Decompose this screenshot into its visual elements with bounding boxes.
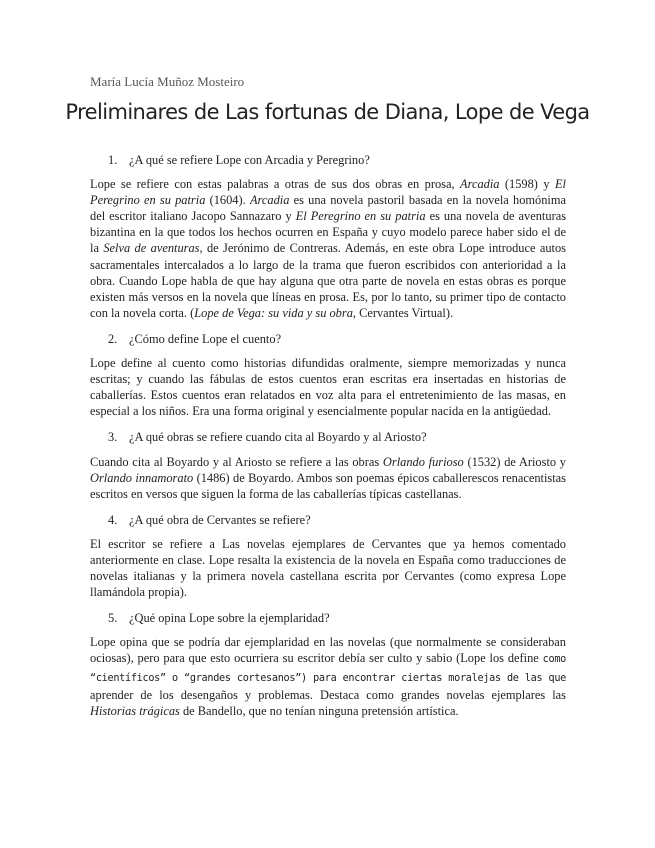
italic-title: Historias trágicas — [90, 703, 180, 718]
question-2 — [90, 331, 566, 347]
question-text: ¿Cómo define Lope el cuento? — [129, 331, 282, 346]
answer-text: (1604). — [205, 193, 250, 208]
italic-title: Arcadia — [249, 193, 290, 208]
answer-4 — [90, 536, 566, 600]
answer-text: Lope se refiere con estas palabras a otras de sus dos obras en prosa, — [90, 177, 461, 192]
answer-2 — [90, 355, 566, 419]
answer-text: de Bandello, que no tenían ninguna pretensión artística. — [179, 703, 459, 718]
answer-text: (1486) de Boyardo. Ambos son poemas épicos caballerescos renacentistas escritos en versos que siguen la forma de las caballerías típicas castellanas. — [90, 470, 566, 501]
answer-5 — [90, 634, 566, 718]
italic-title: Orlando innamorato — [90, 470, 194, 485]
document-body — [90, 152, 566, 729]
italic-title: El Peregrino en su patria — [295, 209, 426, 224]
question-number: 4. — [108, 512, 118, 527]
italic-title: Orlando furioso — [382, 454, 464, 469]
answer-text: aprender de los desengaños y problemas. Destaca como grandes novelas ejemplares las — [90, 687, 566, 702]
question-4 — [90, 512, 566, 528]
question-3 — [90, 429, 566, 445]
question-text: ¿Qué opina Lope sobre la ejemplaridad? — [129, 611, 330, 626]
question-1 — [90, 152, 566, 168]
answer-text: , Cervantes Virtual). — [352, 305, 454, 320]
question-text: ¿A qué obras se refiere cuando cita al Boyardo y al Ariosto? — [129, 430, 427, 445]
answer-text: es una novela pastoril basada en la novela homónima del escritor italiano Jacopo Sannazaro y — [90, 193, 566, 224]
answer-text: Lope opina que se podría dar ejemplaridad en las novelas (que normalmente se consideraban ociosas), pero para que esto ocurriera su escritor debía ser culto y sabio (Lope los define — [90, 635, 566, 666]
answer-text: (1532) de Ariosto y — [463, 454, 566, 469]
answer-text: Cuando cita al Boyardo y al Ariosto se refiere a las obras — [90, 454, 383, 469]
answer-text: , de Jerónimo de Contreras. Además, en este obra Lope introduce autos sacramentales intercalados a lo largo de la trama que fueron escribidos con anterioridad a la obra. Cuando Lope habla de que hay alguna que otra parte de novela en estas obras es porque existen más versos en la novela que líneas en prosa. Es, por lo tanto, su primer tipo de contacto con la novela corta. ( — [90, 241, 566, 320]
answer-text-mono: como “científicos” o “grandes cortesanos”) para encontrar ciertas moralejas de las que — [90, 654, 566, 684]
question-text: ¿A qué obra de Cervantes se refiere? — [129, 512, 311, 527]
question-text: ¿A qué se refiere Lope con Arcadia y Peregrino? — [129, 153, 370, 167]
italic-title: El Peregrino en su patria — [90, 177, 566, 208]
answer-1 — [90, 176, 566, 321]
italic-title: Lope de Vega: su vida y su obra — [194, 305, 353, 320]
answer-text: (1598) y — [499, 177, 555, 192]
answer-text: El escritor se refiere a Las novelas ejemplares de Cervantes que ya hemos comentado anteriormente en clase. Lope resalta la existencia de la novela en España como traducciones de novelas italianas y la primera novela castellana escrita por Cervantes (como expresa Lope llamándola propia). — [90, 536, 566, 600]
answer-text: Lope define al cuento como historias difundidas oralmente, siempre memorizadas y nunca escritas; y cuando las fábulas de estos cuentos eran escritas era insertadas en historias de caballerías. Estos cuentos eran relatados en voz alta para el entretenimiento de las masas, en especial a los niños. Era una forma original y esencialmente popular nacida en la antigüedad. — [90, 356, 566, 419]
question-number: 1. — [108, 153, 118, 167]
answer-3 — [90, 454, 566, 502]
document-title: Preliminares de Las fortunas de Diana, Lope de Vega — [65, 100, 590, 124]
question-5 — [90, 610, 566, 626]
italic-title: Selva de aventuras — [103, 241, 200, 256]
question-number: 5. — [108, 611, 118, 626]
answer-text: es una novela de aventuras bizantina en la que todos los hechos ocurren en España y cuyo modelo parece haber sido el de la — [90, 209, 567, 256]
italic-title: Arcadia — [460, 177, 500, 192]
author-name: María Lucía Muñoz Mosteiro — [90, 74, 245, 89]
question-number: 2. — [108, 331, 118, 346]
question-number: 3. — [108, 430, 118, 445]
